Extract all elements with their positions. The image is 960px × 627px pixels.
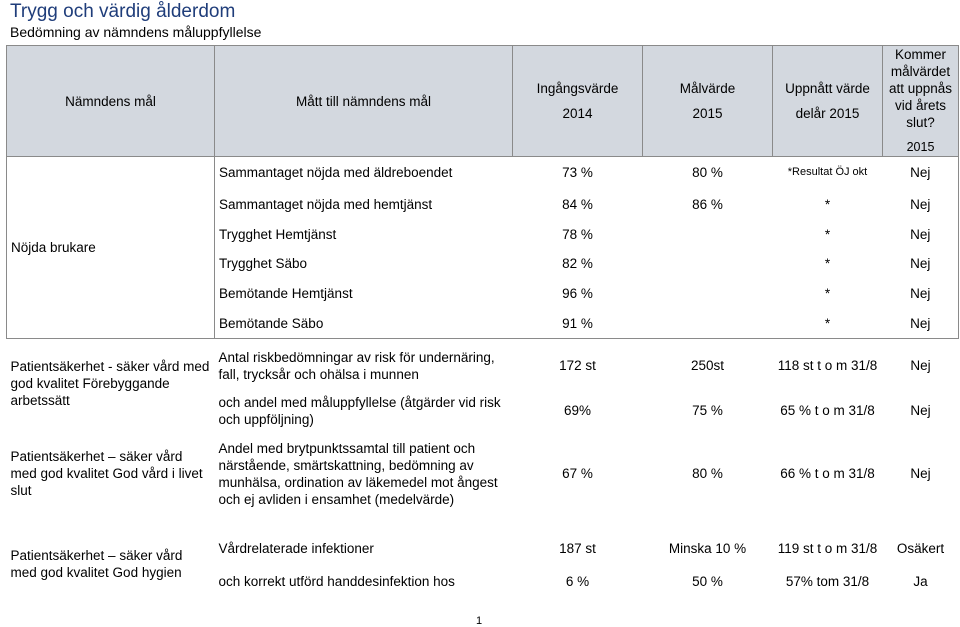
achieved-cell: *Resultat ÖJ okt [773,157,883,189]
forecast-cell: Nej [883,279,959,309]
start-cell: 96 % [562,286,593,301]
goal-cell: Nöjda brukare [7,157,215,339]
header-goal: Nämndens mål [7,46,215,157]
forecast-cell: Nej [910,466,931,481]
target-cell: 75 % [692,403,723,418]
table-row [7,157,959,189]
measure-cell: Sammantaget nöjda med äldreboendet [215,157,513,189]
measure-cell: Antal riskbedömningar av risk för undernäring, fall, trycksår och ohälsa i munnen [218,349,495,382]
measure-cell: och andel med måluppfyllelse (åtgärder vid risk och uppföljning) [218,394,501,427]
achieved-cell: * [824,196,831,212]
target-cell: 80 % [692,466,723,481]
target-cell: 50 % [692,574,723,589]
start-cell: 187 st [559,541,596,556]
start-cell: 73 % [513,157,643,189]
page-number: 1 [476,615,483,627]
goal-table [6,45,959,597]
goal-cell: Patientsäkerhet – säker vård med god kvalitet God hygien [10,547,183,580]
target-cell: Minska 10 % [668,541,747,556]
measure-cell: Vårdrelaterade infektioner [218,541,374,556]
forecast-cell: Nej [883,220,959,249]
header-achieved-value: Uppnått värde delår 2015 [773,46,883,157]
achieved-cell: 119 st t o m 31/8 [777,541,878,556]
achieved-cell: * [824,256,831,271]
measure-cell: Bemötande Säbo [215,309,513,339]
start-cell: 69% [563,403,592,418]
measure-cell: Andel med brytpunktssamtal till patient och närstående, smärtskattning, bedömning av munhälsa, ordination av läkemedel mot ångest och ej avliden i ensamhet (medelvärde) [218,440,498,507]
achieved-cell: * [824,226,831,242]
start-cell: 78 % [562,226,593,242]
measure-cell: Sammantaget nöjda med hemtjänst [219,196,433,212]
table-row [7,429,959,519]
table-row [7,339,959,393]
start-cell: 6 % [565,574,590,589]
goal-cell: Patientsäkerhet - säker vård med god kvalitet Förebyggande arbetssätt [10,359,210,409]
start-cell: 172 st [559,358,596,374]
target-cell: 86 % [692,196,723,212]
start-cell: 82 % [562,256,593,271]
header-target-value: Målvärde 2015 [643,46,773,157]
start-cell: 84 % [562,196,593,212]
achieved-cell: 118 st t o m 31/8 [777,358,878,374]
achieved-cell: 65 % t o m 31/8 [780,403,875,418]
header-start-value: Ingångsvärde 2014 [513,46,643,157]
goal-cell: Patientsäkerhet – säker vård med god kvalitet God vård i livet slut [10,449,203,498]
target-cell [643,249,773,279]
target-cell [643,309,773,339]
measure-cell: Bemötande Hemtjänst [219,286,353,301]
header-measure: Mått till nämndens mål [215,46,513,157]
achieved-cell: 57% tom 31/8 [785,574,870,589]
target-cell: 250st [690,358,725,374]
achieved-cell: * [824,286,831,301]
achieved-cell: 66 % t o m 31/8 [780,466,875,481]
target-cell: 80 % [643,157,773,189]
target-cell [643,220,773,249]
start-cell: 91 % [513,309,643,339]
forecast-cell: Nej [883,157,959,189]
forecast-cell: Ja [913,574,928,589]
target-cell [643,279,773,309]
measure-cell: och korrekt utförd handdesinfektion hos [218,574,455,589]
page-title: Trygg och värdig ålderdom [10,1,236,22]
forecast-cell: Nej [883,309,959,339]
measure-cell: Trygghet Hemtjänst [219,226,337,242]
page-subtitle: Bedömning av nämndens måluppfyllelse [10,24,262,40]
forecast-cell: Osäkert [896,541,945,556]
table-row [7,531,959,567]
forecast-cell: Nej [910,403,931,418]
measure-cell: Trygghet Säbo [219,256,308,271]
start-cell: 67 % [562,466,593,481]
forecast-cell: Nej [910,358,931,374]
achieved-cell: * [773,309,883,339]
header-forecast: Kommer målvärdet att uppnås vid årets slut? 2015 [883,46,959,157]
forecast-cell: Nej [883,249,959,279]
table-header-row [7,46,959,157]
forecast-cell: Nej [883,189,959,220]
